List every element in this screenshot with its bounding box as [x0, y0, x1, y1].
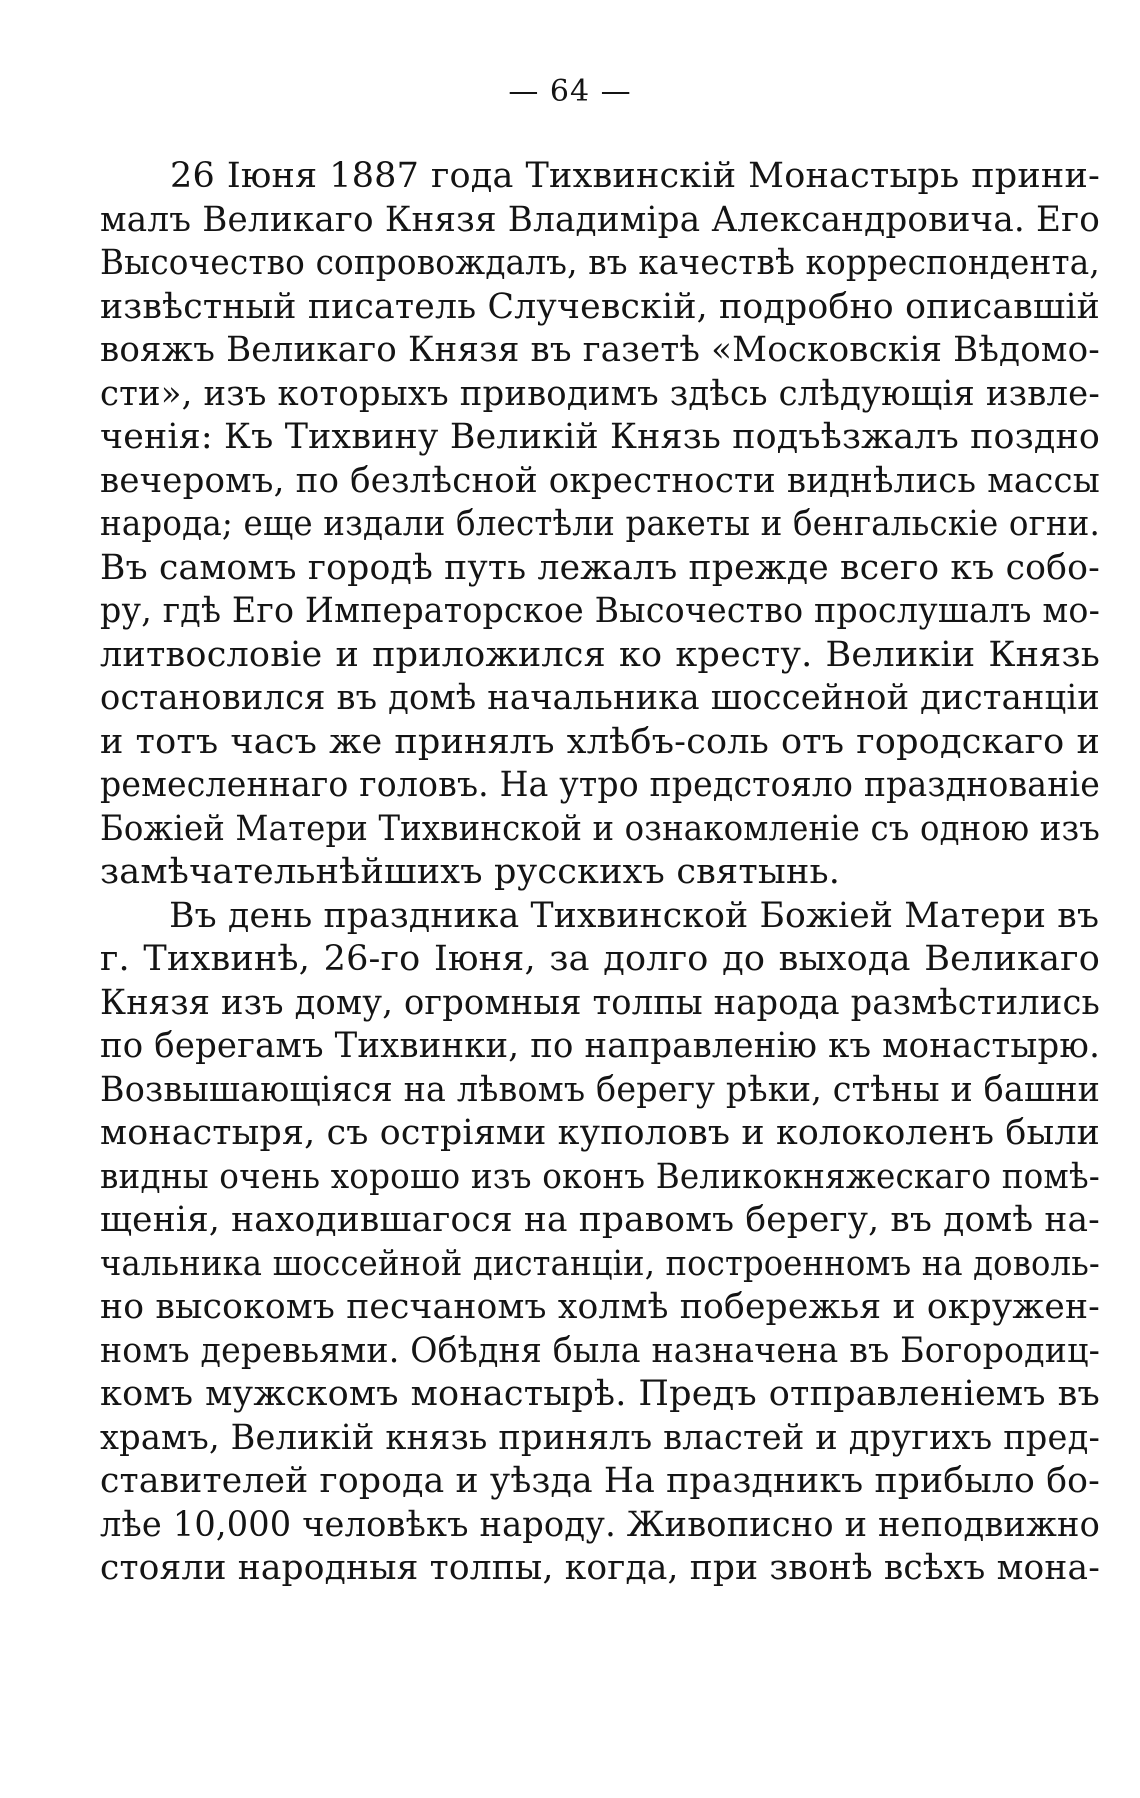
text-line: литвословіе и приложился ко кресту. Великіи Князь: [100, 634, 1100, 675]
text-line: вечеромъ, по безлѣсной окрестности виднѣлись массы: [100, 460, 1100, 501]
text-line: ставителей города и уѣзда На праздникъ прибыло бо-: [100, 1461, 1101, 1501]
text-line: чальника шоссейной дистанціи, построенномъ на доволь-: [100, 1243, 1100, 1284]
body-text: [100, 155, 1100, 1591]
text-line: Высочество сопровождалъ, въ качествѣ корреспондента,: [100, 243, 1100, 283]
text-line: монастыря, съ остріями куполовъ и колоколенъ были: [100, 1113, 1100, 1153]
text-line: видны очень хорошо изъ оконъ Великокняжескаго помѣ-: [100, 1156, 1101, 1197]
text-line: ремесленнаго головъ. На утро предстояло празднованіе: [100, 765, 1100, 805]
text-line: но высокомъ песчаномъ холмѣ побережья и окружен-: [100, 1287, 1101, 1327]
paragraph-2: [100, 895, 1100, 1591]
text-line: Въ день праздника Тихвинской Божіей Матери въ: [169, 895, 1100, 936]
text-line: Божіей Матери Тихвинской и ознакомленіе съ одною изъ: [100, 808, 1100, 849]
text-line: народа; еще издали блестѣли ракеты и бенгальскіе огни.: [100, 504, 1101, 544]
text-line: стояли народныя толпы, когда, при звонѣ всѣхъ мона-: [100, 1548, 1101, 1588]
paragraph-1: [100, 155, 1100, 895]
text-line: щенія, находившагося на правомъ берегу, въ домѣ на-: [100, 1200, 1100, 1240]
text-line: и тотъ часъ же принялъ хлѣбъ-соль отъ городскаго и: [100, 721, 1100, 762]
text-line: г. Тихвинѣ, 26-го Іюня, за долго до выхода Великаго: [100, 939, 1100, 979]
text-line: ру, гдѣ Его Императорское Высочество прослушалъ мо-: [100, 591, 1100, 631]
text-line: Возвышающіяся на лѣвомъ берегу рѣки, стѣны и башни: [100, 1069, 1101, 1110]
text-line: остановился въ домѣ начальника шоссейной дистанціи: [100, 678, 1100, 718]
page-number: — 64 —: [508, 74, 632, 109]
text-line: храмъ, Великій князь принялъ властей и другихъ пред-: [100, 1417, 1100, 1458]
text-line: 26 Іюня 1887 года Тихвинскій Монастырь прини-: [170, 156, 1100, 196]
text-line: Въ самомъ городѣ путь лежалъ прежде всего къ собо-: [100, 547, 1101, 588]
text-line: лѣе 10,000 человѣкъ народу. Живописно и неподвижно: [100, 1504, 1100, 1545]
text-line: Князя изъ дому, огромныя толпы народа размѣстились: [100, 982, 1100, 1023]
text-line: по берегамъ Тихвинки, по направленію къ монастырю.: [100, 1026, 1101, 1066]
text-line: сти», изъ которыхъ приводимъ здѣсь слѣдующія извле-: [100, 373, 1101, 414]
text-line: номъ деревьями. Обѣдня была назначена въ Богородиц-: [100, 1330, 1101, 1371]
text-line: вояжъ Великаго Князя въ газетѣ «Московскія Вѣдомо-: [100, 330, 1100, 370]
text-line: комъ мужскомъ монастырѣ. Предъ отправленіемъ въ: [100, 1374, 1100, 1414]
text-line: ченія: Къ Тихвину Великій Князь подъѣзжалъ поздно: [100, 417, 1101, 457]
text-line: извѣстный писатель Случевскій, подробно описавшій: [100, 286, 1100, 327]
text-line: малъ Великаго Князя Владиміра Александровича. Его: [100, 199, 1101, 240]
text-line: замѣчательнѣйшихъ русскихъ святынь.: [100, 852, 841, 892]
